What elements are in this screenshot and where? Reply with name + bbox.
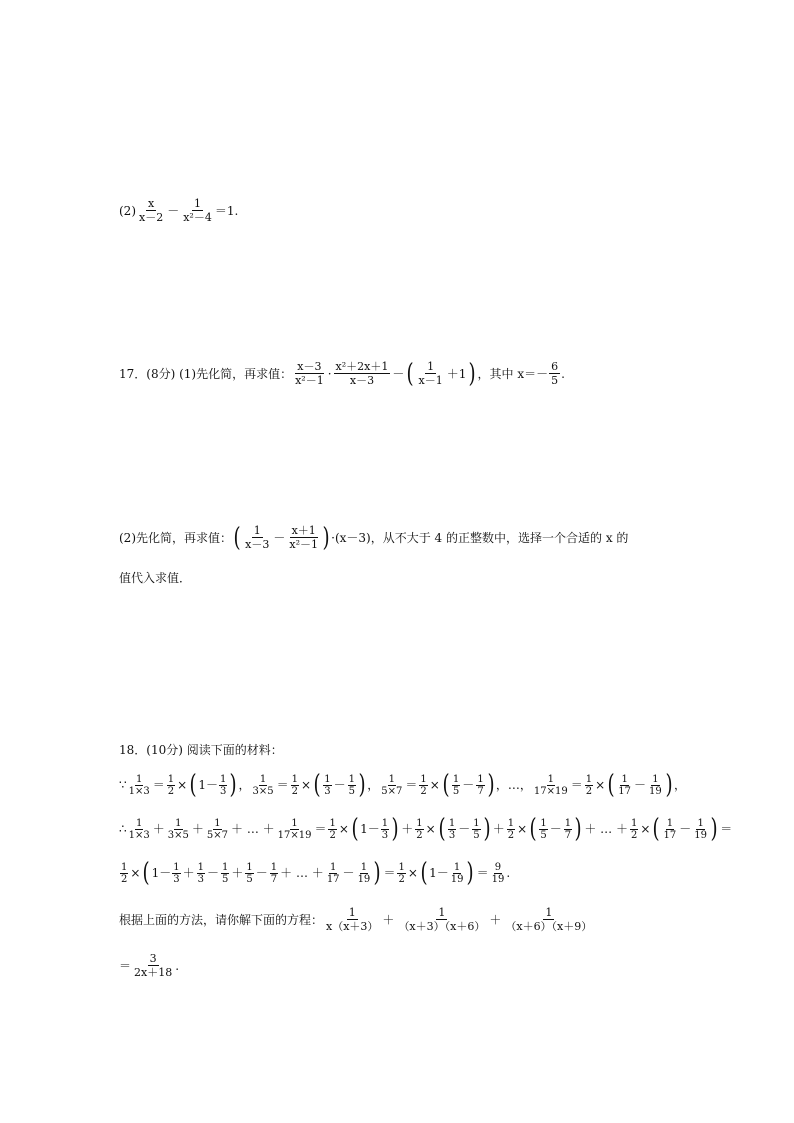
fraction: $\frac{1}{5}$ [473, 817, 480, 841]
fraction: $\frac{1}{3}$ [381, 817, 389, 841]
fraction: $\frac{1}{17\times 19}$ [533, 773, 568, 797]
material-line-3: $\frac{1}{2}$ × ( 1－ $\frac{1}{3}$ ＋ $\frac{1}{3}$ － $\frac{1}{5}$ ＋ $\frac{1}{5}$ － $\frac{1}{7}$ ＋ … ＋ $\frac{1}{17}$ － $\frac{1}{19}$ ) ＝ $\frac{1}{2}$ × ( 1－ $\frac{1}{19}$ ) ＝ $\frac{9}{19}$ . [121, 858, 511, 888]
fraction: $\frac{1}{2}$ [121, 861, 128, 885]
fraction: $\frac{1}{(x+3)(x+6)}$ [398, 906, 486, 933]
fraction: $\frac{x+1}{\text{x²－1}}$ [289, 524, 318, 551]
fraction: $\frac{1}{2}$ [416, 817, 423, 841]
problem-17-part1: 17．(8分) (1)先化简，再求值： $\frac{x-3}{\text{x²－1}}$ · $\frac{\text{x²＋2x＋1}}{x-3}$ － ( $\frac{1}{x-1}$ ＋1 ) ，其中 x＝－ $\frac{6}{5}$ . [119, 358, 565, 389]
fraction: $\frac{1}{5}$ [246, 861, 253, 885]
fraction: $\frac{1}{2}$ [630, 817, 638, 841]
fraction: $\frac{1}{5}$ [452, 773, 460, 797]
fraction: $\frac{1}{x(x+3)}$ [326, 906, 379, 933]
fraction: $\frac{1}{5}$ [348, 773, 356, 797]
problem-18-equation-rhs: ＝ $\frac{3}{2x+18}$ . [119, 952, 180, 979]
right-paren: ) [322, 522, 330, 553]
sub-label: (2) [119, 203, 136, 218]
fraction: $\frac{x}{x-2}$ [139, 197, 164, 224]
fraction: $\frac{1}{x-3}$ [245, 524, 270, 551]
fraction: $\frac{1}{2}$ [507, 817, 515, 841]
fraction: $\frac{1}{(x+6)(x+9)}$ [505, 906, 593, 933]
fraction: $\frac{1}{2}$ [167, 773, 175, 797]
problem-18-equation: 根据上面的方法，请你解下面的方程： $\frac{1}{x(x+3)}$ ＋ $\frac{1}{(x+3)(x+6)}$ ＋ $\frac{1}{(x+6)(x+9)}$ [119, 906, 593, 933]
fraction: $\frac{1}{5\times 7}$ [381, 773, 403, 797]
material-line-1: ∵ $\frac{1}{1\times 3}$ ＝ $\frac{1}{2}$ × ( 1－ $\frac{1}{3}$ ) ， $\frac{1}{3\times 5}$ ＝ $\frac{1}{2}$ × ( $\frac{1}{3}$ － $\frac{1}{5}$ ) ， $\frac{1}{5\times 7}$ ＝ $\frac{1}{2}$ × ( $\frac{1}{5}$ － $\frac{1}{7}$ ) ，…， $\frac{1}{17\times 19}$ ＝ $\frac{1}{2}$ × ( $\frac{1}{17}$ － $\frac{1}{19}$ ) ， [119, 770, 686, 800]
fraction: $\frac{1}{3}$ [448, 817, 456, 841]
fraction: $\frac{1}{3}$ [324, 773, 331, 797]
fraction: $\frac{1}{2}$ [398, 861, 405, 885]
fraction: $\frac{1}{5}$ [540, 817, 547, 841]
fraction: $\frac{x-3}{\text{x²－1}}$ [295, 360, 324, 387]
fraction: $\frac{1}{3}$ [173, 861, 180, 885]
fraction: $\frac{1}{7}$ [564, 817, 572, 841]
fraction: $\frac{1}{2}$ [585, 773, 593, 797]
fraction: $\frac{1}{3}$ [197, 861, 204, 885]
fraction: $\frac{1}{17}$ [618, 773, 632, 797]
fraction: $\frac{1}{17\times 19}$ [277, 817, 312, 841]
problem-17-part2-line2: 值代入求值． [119, 571, 192, 585]
fraction: $\frac{1}{5}$ [222, 861, 229, 885]
right-paren: ) [468, 358, 477, 389]
fraction: $\frac{6}{5}$ [551, 360, 559, 387]
fraction: $\frac{1}{19}$ [649, 773, 662, 797]
fraction: $\frac{1}{2}$ [420, 773, 427, 797]
fraction: $\frac{1}{\text{x²－4}}$ [183, 197, 212, 224]
fraction: $\frac{1}{19}$ [450, 861, 464, 885]
fraction: $\frac{1}{7}$ [270, 861, 278, 885]
fraction: $\frac{1}{5\times 7}$ [206, 817, 228, 841]
fraction: $\frac{1}{19}$ [357, 861, 371, 885]
fraction: $\frac{1}{x-1}$ [418, 360, 443, 387]
fraction: $\frac{\text{x²＋2x＋1}}{x-3}$ [335, 360, 389, 387]
fraction: $\frac{1}{7}$ [477, 773, 484, 797]
equation-16-2: (2) $\frac{x}{x-2}$ － $\frac{1}{\text{x²－4}}$ ＝1. [119, 197, 239, 224]
fraction: $\frac{1}{1\times 3}$ [128, 773, 150, 797]
fraction: $\frac{1}{3\times 5}$ [167, 817, 189, 841]
left-paren: ( [406, 358, 415, 389]
problem-heading: 17．(8分) (1)先化简，再求值： [119, 366, 293, 381]
fraction: $\frac{1}{3}$ [220, 773, 227, 797]
fraction: $\frac{1}{2}$ [329, 817, 336, 841]
material-line-2: ∴ $\frac{1}{1\times 3}$ ＋ $\frac{1}{3\times 5}$ ＋ $\frac{1}{5\times 7}$ ＋ … ＋ $\frac{1}{17\times 19}$ ＝ $\frac{1}{2}$ × ( 1－ $\frac{1}{3}$ ) ＋ $\frac{1}{2}$ × ( $\frac{1}{3}$ － $\frac{1}{5}$ ) ＋ $\frac{1}{2}$ × ( $\frac{1}{5}$ － $\frac{1}{7}$ ) ＋ … ＋ $\frac{1}{2}$ × ( $\frac{1}{17}$ － $\frac{1}{19}$ ) ＝ [119, 814, 733, 844]
fraction: $\frac{3}{2x+18}$ [134, 952, 173, 979]
result-fraction: $\frac{9}{19}$ [491, 861, 505, 885]
fraction: $\frac{1}{19}$ [694, 817, 708, 841]
left-paren: ( [233, 522, 241, 553]
problem-18-heading: 18．(10分) 阅读下面的材料： [119, 743, 283, 757]
fraction: $\frac{1}{2}$ [291, 773, 299, 797]
fraction: $\frac{1}{17}$ [326, 861, 340, 885]
problem-17-part2: (2)先化简，再求值： ( $\frac{1}{x-3}$ － $\frac{x+1}{\text{x²－1}}$ ) ·(x－3)，从不大于 4 的正整数中，选择一个合适的 x 的 [119, 522, 629, 553]
fraction: $\frac{1}{17}$ [663, 817, 677, 841]
fraction: $\frac{1}{1\times 3}$ [128, 817, 150, 841]
fraction: $\frac{1}{3\times 5}$ [252, 773, 274, 797]
